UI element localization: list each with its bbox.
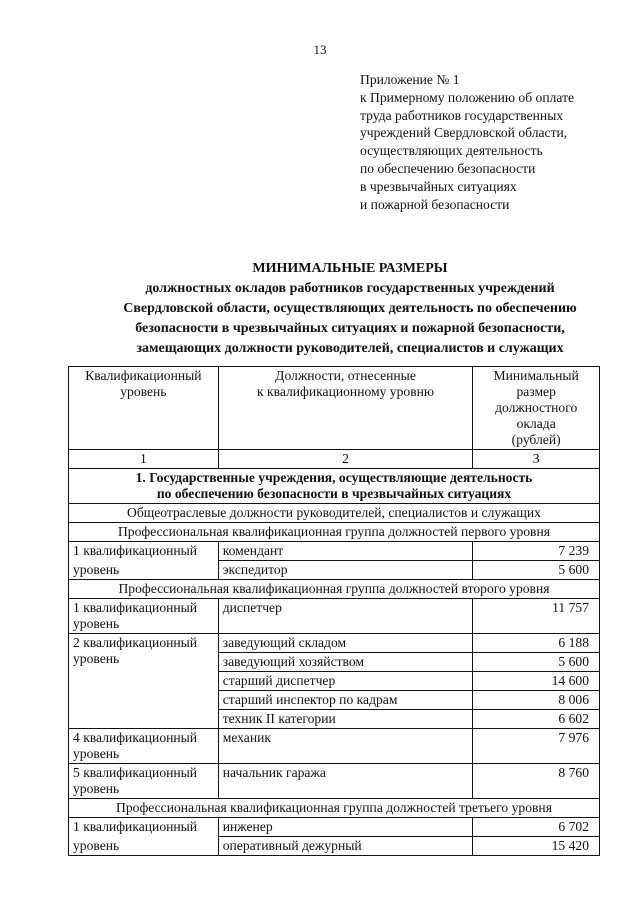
title-line: МИНИМАЛЬНЫЕ РАЗМЕРЫ	[252, 261, 448, 276]
position-cell: оперативный дежурный	[218, 837, 473, 856]
salary-cell: 11 757	[473, 599, 600, 634]
salary-cell: 7 976	[473, 729, 600, 764]
title-line: Свердловской области, осуществляющих деятельность по обеспечению	[123, 301, 577, 316]
position-cell: старший диспетчер	[218, 672, 473, 691]
position-cell: экспедитор	[218, 561, 473, 580]
title-line: безопасности в чрезвычайных ситуациях и пожарной безопасности,	[135, 321, 565, 336]
appendix-note	[360, 71, 630, 213]
table-row	[69, 729, 600, 764]
salary-cell: 8 006	[473, 691, 600, 710]
header-level: Квалификационный уровень	[69, 367, 219, 450]
salary-cell: 5 600	[473, 653, 600, 672]
salary-table	[68, 366, 600, 856]
group-row	[69, 523, 600, 542]
level-cell: 2 квалификационный уровень	[69, 634, 219, 729]
group-heading: Профессиональная квалификационная группа должностей третьего уровня	[69, 799, 600, 818]
group-heading: Профессиональная квалификационная группа должностей второго уровня	[69, 580, 600, 599]
position-cell: техник II категории	[218, 710, 473, 729]
page-number: 13	[313, 42, 327, 57]
position-cell: инженер	[218, 818, 473, 837]
salary-cell: 6 702	[473, 818, 600, 837]
appendix-line: осуществляющих деятельность	[360, 143, 543, 159]
level-cell: 4 квалификационный уровень	[69, 729, 219, 764]
group-row	[69, 799, 600, 818]
salary-cell: 7 239	[473, 542, 600, 561]
appendix-line: к Примерному положению об оплате	[360, 89, 575, 105]
table-row	[69, 599, 600, 634]
table-row	[69, 542, 600, 561]
column-number-row	[69, 450, 600, 469]
level-cell: уровень	[69, 837, 219, 856]
position-cell: заведующий складом	[218, 634, 473, 653]
title-line: должностных окладов работников государственных учреждений	[145, 281, 555, 296]
column-number: 2	[218, 450, 473, 469]
subsection-row	[69, 504, 600, 523]
salary-cell: 14 600	[473, 672, 600, 691]
header-positions: Должности, отнесенные к квалификационному уровню	[218, 367, 473, 450]
table-row	[69, 837, 600, 856]
header-salary: Минимальный размер должностного оклада (рублей)	[473, 367, 600, 450]
salary-cell: 15 420	[473, 837, 600, 856]
appendix-line: труда работников государственных	[360, 107, 564, 123]
section-heading: 1. Государственные учреждения, осуществляющие деятельность по обеспечению безопасности в чрезвычайных ситуациях	[69, 469, 600, 504]
document-title	[70, 259, 630, 359]
group-row	[69, 580, 600, 599]
group-heading: Профессиональная квалификационная группа должностей первого уровня	[69, 523, 600, 542]
column-number: 1	[69, 450, 219, 469]
salary-cell: 6 188	[473, 634, 600, 653]
salary-cell: 8 760	[473, 764, 600, 799]
column-number: 3	[473, 450, 600, 469]
level-cell: уровень	[69, 561, 219, 580]
appendix-line: Приложение № 1	[360, 72, 460, 87]
table-row	[69, 634, 600, 653]
position-cell: механик	[218, 729, 473, 764]
level-cell: 1 квалификационный	[69, 818, 219, 837]
position-cell: старший инспектор по кадрам	[218, 691, 473, 710]
position-cell: заведующий хозяйством	[218, 653, 473, 672]
level-cell: 5 квалификационный уровень	[69, 764, 219, 799]
appendix-line: по обеспечению безопасности	[360, 160, 536, 176]
subsection-heading: Общеотраслевые должности руководителей, специалистов и служащих	[69, 504, 600, 523]
position-cell: диспетчер	[218, 599, 473, 634]
table-row	[69, 561, 600, 580]
salary-cell: 6 602	[473, 710, 600, 729]
appendix-line: в чрезвычайных ситуациях	[360, 178, 517, 194]
salary-cell: 5 600	[473, 561, 600, 580]
section-row	[69, 469, 600, 504]
table-row	[69, 818, 600, 837]
table-row	[69, 764, 600, 799]
title-line: замещающих должности руководителей, специалистов и служащих	[136, 341, 564, 356]
appendix-line: и пожарной безопасности	[360, 196, 510, 212]
appendix-line: учреждений Свердловской области,	[360, 125, 568, 141]
level-cell: 1 квалификационный уровень	[69, 599, 219, 634]
table-header-row	[69, 367, 600, 450]
level-cell: 1 квалификационный	[69, 542, 219, 561]
position-cell: начальник гаража	[218, 764, 473, 799]
position-cell: комендант	[218, 542, 473, 561]
